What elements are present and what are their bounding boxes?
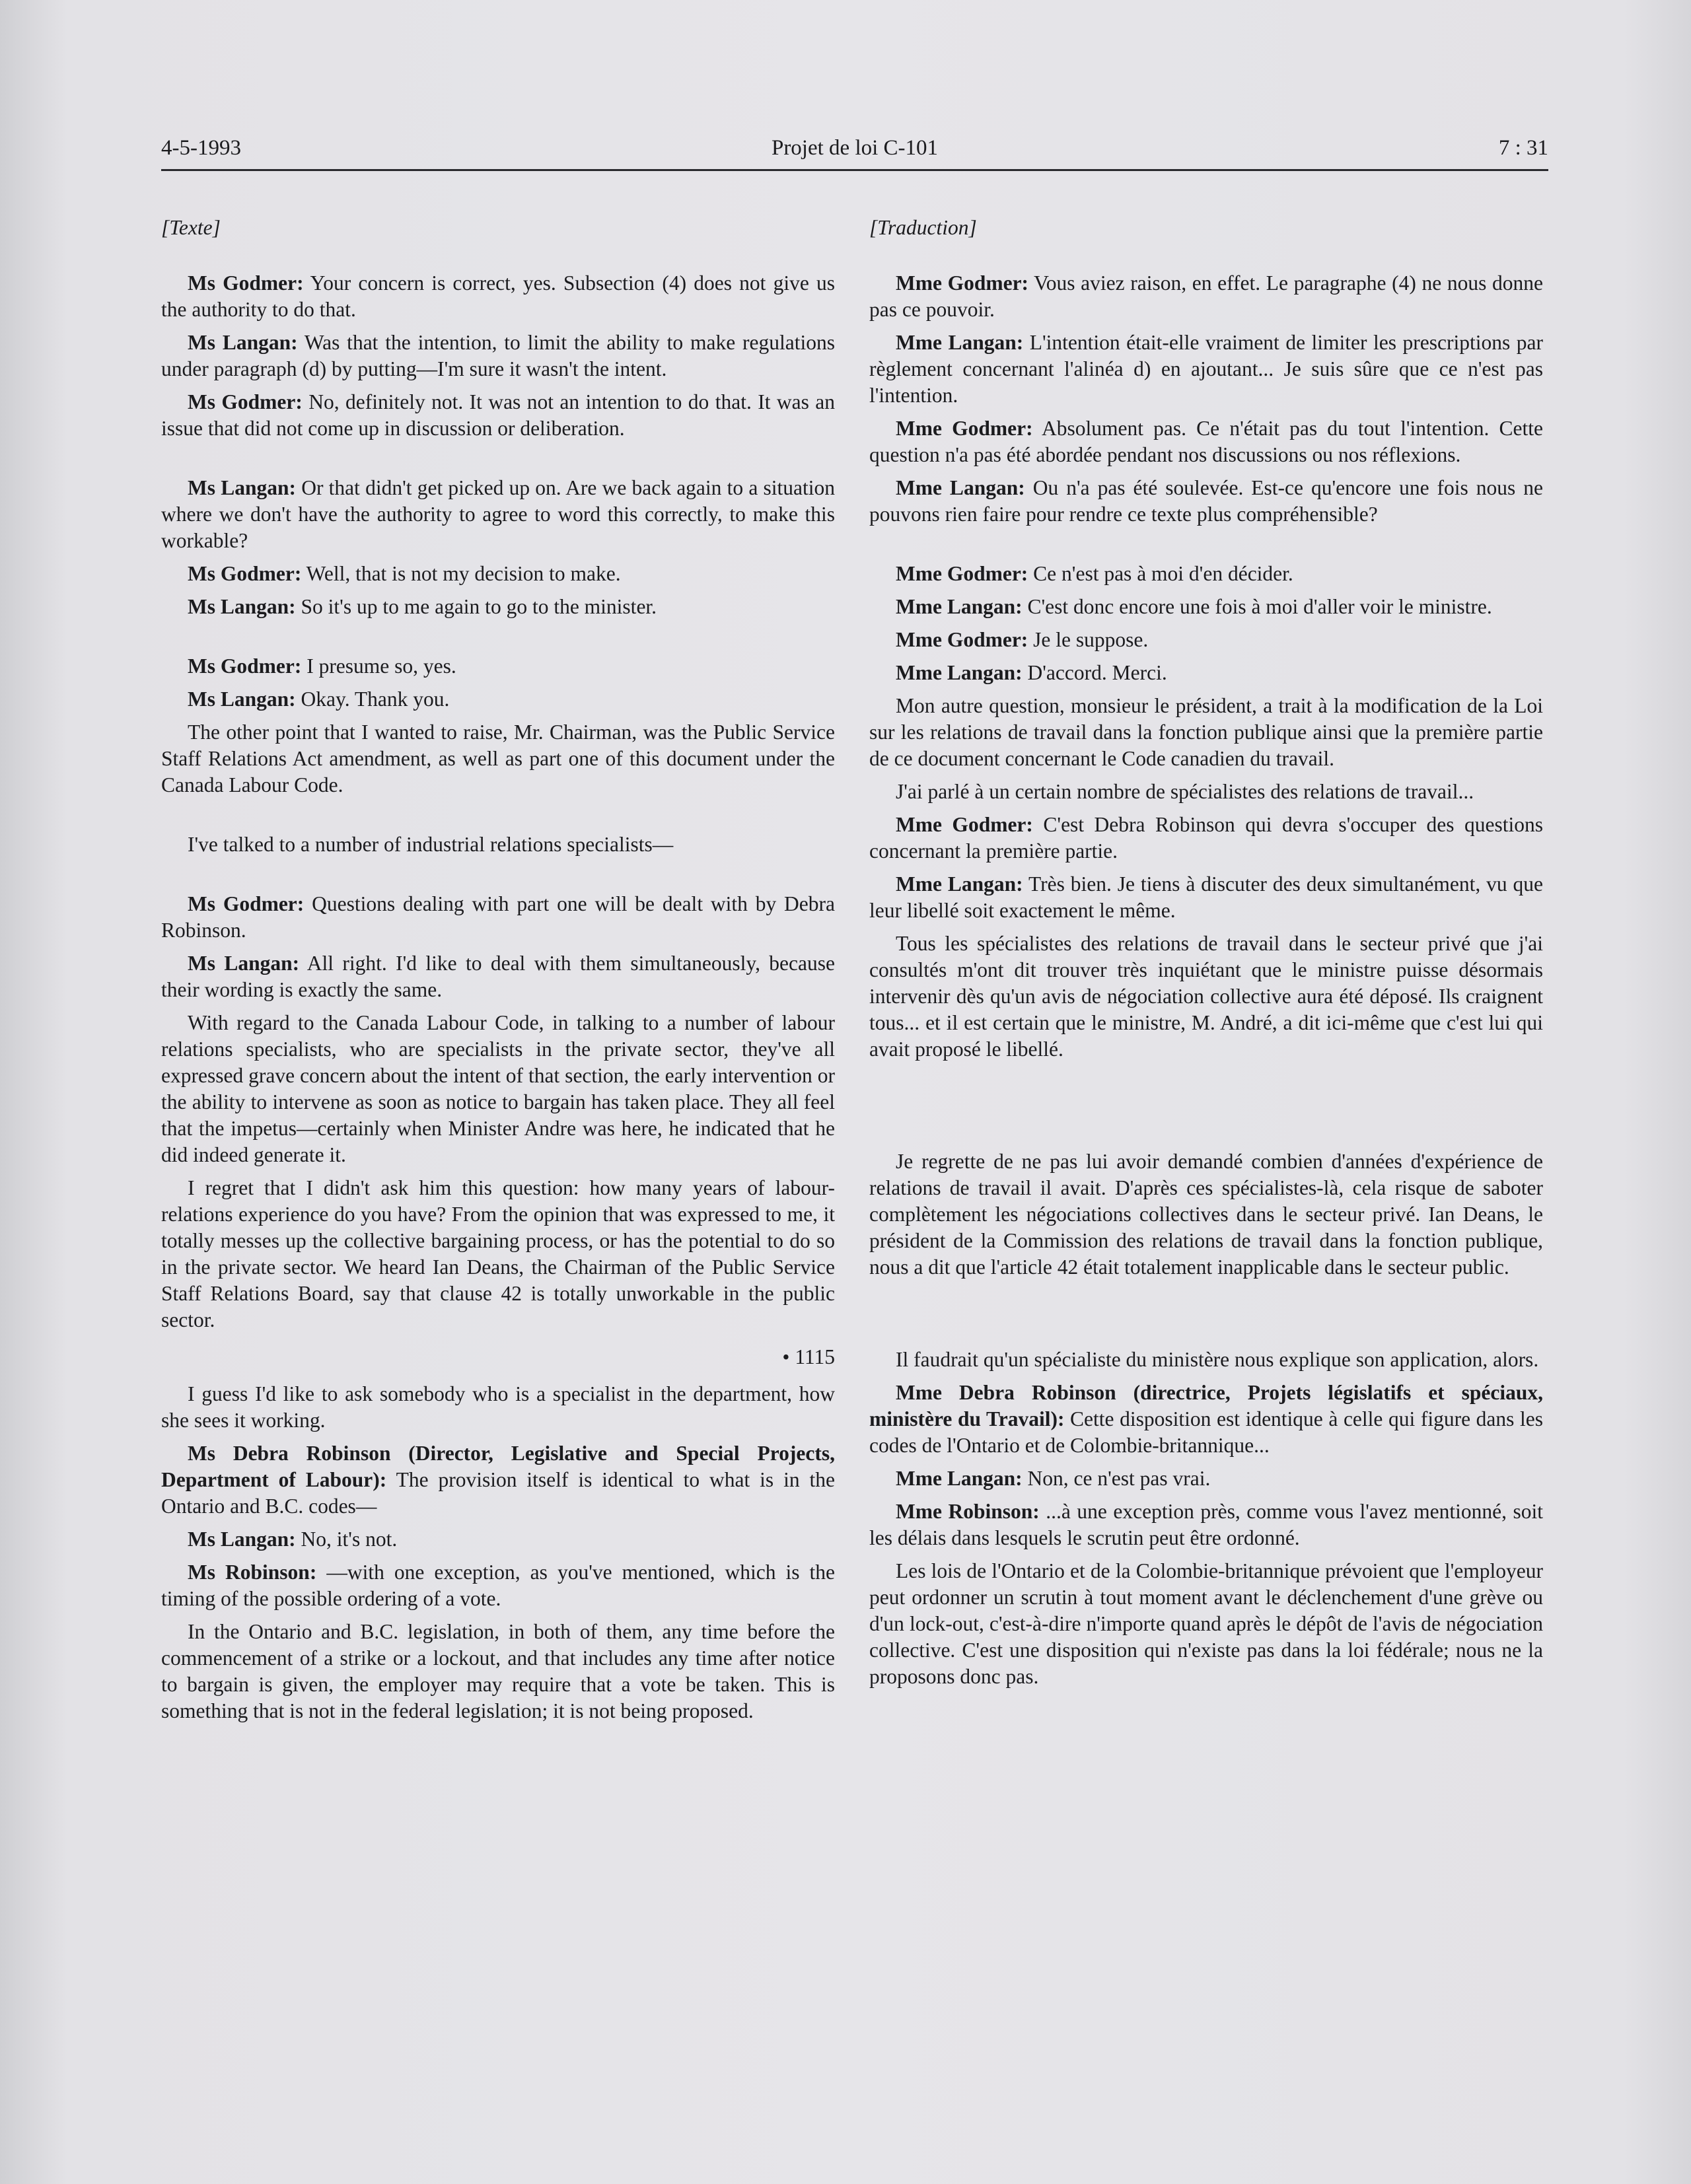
paragraph [161, 686, 835, 713]
paragraph [161, 950, 835, 1003]
speaker: Ms Langan: [188, 687, 296, 711]
speaker: Mme Godmer: [896, 417, 1033, 440]
speaker: Mme Langan: [896, 595, 1023, 618]
speaker: Ms Langan: [188, 1528, 296, 1551]
column-label: [Traduction] [869, 216, 977, 239]
speech: C'est Debra Robinson qui devra s'occuper des questions concernant la première partie. [869, 813, 1543, 863]
speech: J'ai parlé à un certain nombre de spécialistes des relations de travail... [896, 780, 1474, 803]
paragraph [161, 1175, 835, 1333]
paragraph [161, 475, 835, 554]
paragraph [869, 931, 1543, 1063]
paragraph [161, 1526, 835, 1553]
speaker: Mme Godmer: [896, 271, 1029, 295]
speech: So it's up to me again to go to the minister. [295, 595, 657, 618]
speaker: Ms Godmer: [188, 654, 302, 678]
header-title: Projet de loi C-101 [771, 136, 939, 160]
paragraph [161, 330, 835, 382]
speech: Mon autre question, monsieur le président, a trait à la modification de la Loi sur les relations de travail dans la fonction publique ainsi que la première partie de ce document concernant le Code canadien du travail. [869, 694, 1543, 770]
page-header [161, 132, 1548, 171]
speech: Les lois de l'Ontario et de la Colombie-britannique prévoient que l'employeur peut ordonner un scrutin à tout moment avant le déclenchement d'une grève ou d'un lock-out, c'est-à-dire n'importe quand après le dépôt de l'avis de négociation collective. C'est une disposition qui n'existe pas dans la loi fédérale; nous ne la proposons donc pas. [869, 1559, 1543, 1688]
paragraph [869, 330, 1543, 409]
speech: Okay. Thank you. [295, 687, 450, 711]
paragraph [869, 1558, 1543, 1690]
speech: Or that didn't get picked up on. Are we back again to a situation where we don't have the authority to agree to word this correctly, to make this workable? [161, 476, 836, 552]
paragraph [869, 270, 1543, 323]
speech: I presume so, yes. [301, 654, 456, 678]
paragraph [869, 660, 1543, 686]
paragraph [869, 871, 1543, 924]
speech: D'accord. Merci. [1022, 661, 1167, 684]
speaker: Mme Langan: [896, 872, 1023, 896]
paragraph [869, 779, 1543, 805]
speech: Ce n'est pas à moi d'en décider. [1028, 562, 1293, 585]
paragraph [869, 693, 1543, 772]
paragraph [161, 594, 835, 620]
speech: Cette disposition est identique à celle qui figure dans les codes de l'Ontario et de Colombie-britannique... [869, 1407, 1543, 1457]
speech: I've talked to a number of industrial relations specialists— [188, 833, 674, 856]
speaker: Ms Langan: [188, 331, 298, 354]
header-date: 4-5-1993 [161, 136, 241, 160]
speaker: Mme Langan: [896, 331, 1024, 354]
paragraph [869, 1498, 1543, 1551]
speaker: Mme Godmer: [896, 813, 1033, 836]
paragraph [161, 270, 835, 323]
paragraph [869, 1347, 1543, 1373]
speech: Was that the intention, to limit the ability to make regulations under paragraph (d) by putting—I'm sure it wasn't the intent. [161, 331, 836, 380]
speech: Il faudrait qu'un spécialiste du ministère nous explique son application, alors. [896, 1348, 1539, 1371]
paragraph [161, 719, 835, 798]
speech: The other point that I wanted to raise, Mr. Chairman, was the Public Service Staff Relations Act amendment, as well as part one of this document under the Canada Labour Code. [161, 721, 835, 796]
column-label: [Texte] [161, 216, 221, 239]
speech: With regard to the Canada Labour Code, in talking to a number of labour relations specialists, who are specialists in the private sector, they've all expressed grave concern about the intent of that section, the early intervention or the ability to intervene as soon as notice to bargain has taken place. They all feel that the impetus—certainly when Minister Andre was here, he indicated that he did indeed generate it. [161, 1011, 835, 1166]
paragraph [869, 594, 1543, 620]
speaker: Mme Godmer: [896, 562, 1028, 585]
paragraph [869, 812, 1543, 864]
speech: —with one exception, as you've mentioned, which is the timing of the possible ordering of a vote. [161, 1561, 835, 1610]
speaker: Ms Langan: [188, 595, 296, 618]
speech: In the Ontario and B.C. legislation, in both of them, any time before the commencement of a strike or a lockout, and that includes any time after notice to bargain is given, the employer may require that a vote be taken. This is something that is not in the federal legislation; it is not being proposed. [161, 1620, 835, 1722]
speech: I guess I'd like to ask somebody who is a specialist in the department, how she sees it working. [161, 1382, 835, 1432]
speech: ...à une exception près, comme vous l'avez mentionné, soit les délais dans lesquels le scrutin peut être ordonné. [869, 1500, 1543, 1549]
speaker: Ms Godmer: [188, 892, 305, 915]
speech: Absolument pas. Ce n'était pas du tout l'intention. Cette question n'a pas été abordée pendant nos discussions ou nos réflexions. [869, 417, 1543, 466]
paragraph [161, 561, 835, 587]
speaker: Ms Langan: [188, 476, 296, 499]
speaker: Mme Debra Robinson (directrice, Projets législatifs et spéciaux, ministère du Travail): [869, 1381, 1543, 1430]
paragraph [161, 653, 835, 680]
paragraph [869, 1465, 1543, 1492]
paragraph [161, 891, 835, 944]
speaker: Ms Debra Robinson (Director, Legislative and Special Projects, Department of Labour): [161, 1442, 835, 1491]
speech: Vous aviez raison, en effet. Le paragraphe (4) ne nous donne pas ce pouvoir. [869, 271, 1543, 321]
paragraph [869, 475, 1543, 528]
english-column [161, 215, 835, 1724]
speech: The provision itself is identical to what is in the Ontario and B.C. codes— [161, 1468, 835, 1518]
speech: Je regrette de ne pas lui avoir demandé combien d'années d'expérience de relations de travail il avait. D'après ces spécialistes-là, cela risque de saboter complètement les négociations collectives dans le secteur privé. Ian Deans, le président de la Commission des relations de travail dans la fonction publique, nous a dit que l'article 42 était totalement inapplicable dans le secteur public. [869, 1150, 1543, 1279]
time-marker: • 1115 [782, 1345, 835, 1368]
paragraph [161, 389, 835, 442]
french-column [869, 215, 1543, 1690]
speech: L'intention était-elle vraiment de limiter les prescriptions par règlement concernant l'alinéa d) en ajoutant... Je suis sûre que ce n'est pas l'intention. [869, 331, 1543, 407]
paragraph [869, 415, 1543, 468]
speaker: Ms Godmer: [188, 562, 302, 585]
paragraph [161, 1381, 835, 1434]
speech: Tous les spécialistes des relations de travail dans le secteur privé que j'ai consultés m'ont dit trouver très inquiétant que le ministre puisse désormais intervenir dès qu'un avis de négociation collective aura été déposé. Ils craignent tous... et il est certain que le ministre, M. André, a dit ici-même que c'est lui qui avait proposé le libellé. [869, 932, 1543, 1061]
paragraph [869, 561, 1543, 587]
paragraph [161, 1010, 835, 1168]
speaker: Ms Godmer: [188, 390, 303, 413]
paragraph [869, 1380, 1543, 1459]
speaker: Mme Langan: [896, 476, 1025, 499]
speaker: Mme Godmer: [896, 628, 1028, 651]
speech: C'est donc encore une fois à moi d'aller voir le ministre. [1022, 595, 1492, 618]
speaker: Mme Langan: [896, 1467, 1023, 1490]
paragraph [161, 1619, 835, 1724]
header-page-number: 7 : 31 [1498, 136, 1548, 160]
speaker: Ms Langan: [188, 952, 300, 975]
paragraph [161, 1559, 835, 1612]
speech: Je le suppose. [1028, 628, 1149, 651]
speech: No, it's not. [295, 1528, 398, 1551]
paragraph [161, 1440, 835, 1520]
speech: Well, that is not my decision to make. [301, 562, 621, 585]
speaker: Mme Robinson: [896, 1500, 1040, 1523]
paragraph [161, 831, 835, 858]
speaker: Ms Robinson: [188, 1561, 317, 1584]
speech: Très bien. Je tiens à discuter des deux simultanément, vu que leur libellé soit exactement le même. [869, 872, 1543, 922]
speech: Ou n'a pas été soulevée. Est-ce qu'encore une fois nous ne pouvons rien faire pour rendre ce texte plus compréhensible? [869, 476, 1543, 526]
paragraph [869, 1148, 1543, 1281]
speech: No, definitely not. It was not an intention to do that. It was an issue that did not come up in discussion or deliberation. [161, 390, 835, 440]
speech: All right. I'd like to deal with them simultaneously, because their wording is exactly the same. [161, 952, 835, 1001]
speech: Questions dealing with part one will be dealt with by Debra Robinson. [161, 892, 836, 942]
speech: Your concern is correct, yes. Subsection (4) does not give us the authority to do that. [161, 271, 835, 321]
speech: Non, ce n'est pas vrai. [1022, 1467, 1211, 1490]
speech: I regret that I didn't ask him this question: how many years of labour-relations experience do you have? From the opinion that was expressed to me, it totally messes up the collective bargaining process, or has the potential to do so in the private sector. We heard Ian Deans, the Chairman of the Public Service Staff Relations Board, say that clause 42 is totally unworkable in the public sector. [161, 1176, 835, 1331]
paragraph [869, 627, 1543, 653]
speaker: Ms Godmer: [188, 271, 304, 295]
speaker: Mme Langan: [896, 661, 1023, 684]
